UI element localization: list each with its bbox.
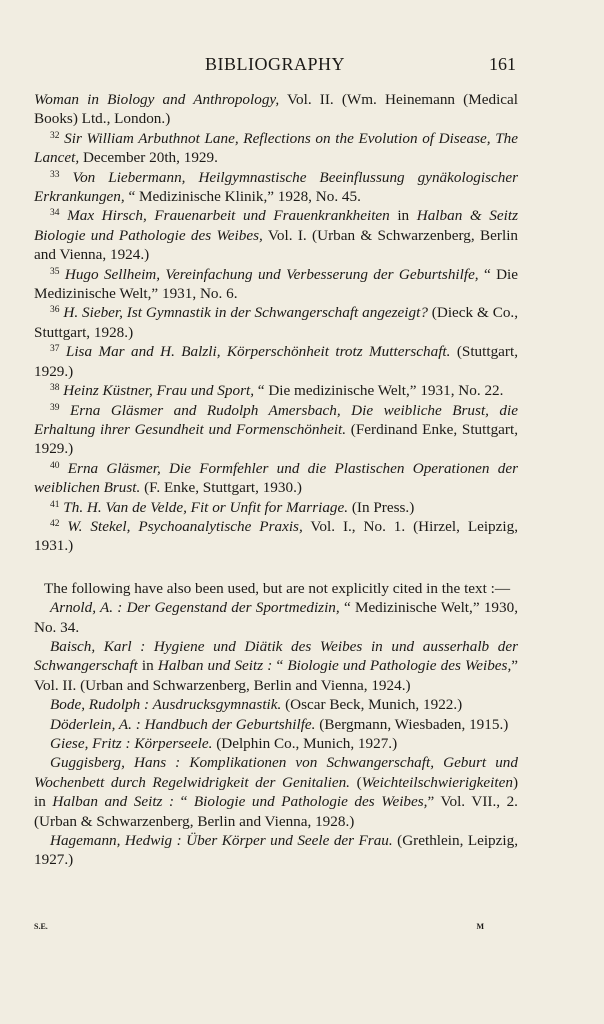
reference-number: 40 — [50, 460, 60, 471]
bibliography-entry — [34, 715, 518, 734]
entry-title-text: Lisa Mar and H. Balzli, Körperschönheit trotz Mutterschaft. — [65, 343, 451, 361]
entry-title-text: Baisch, Karl : Hygiene und Diätik des Weibes in und ausserhalb der Schwangerschaft — [34, 637, 518, 675]
reference-number: 34 — [50, 208, 60, 219]
page-header — [34, 54, 516, 82]
reference-number: 42 — [50, 518, 60, 529]
bibliography-entry — [34, 459, 518, 498]
entry-text: “ Die Medizinische Welt,” 1931, No. 6. — [34, 265, 518, 303]
entry-text: “ Medizinische Welt,” 1930, No. 34. — [34, 599, 518, 636]
entry-title-text: Erna Gläsmer and Rudolph Amersbach, Die weibliche Brust, die Erhaltung ihrer Gesundheit und Formenschönheit. — [34, 401, 518, 438]
entry-text: Vol. II. (Wm. Heinemann (Medical Books) Ltd., London.) — [34, 91, 518, 128]
entry-text: (Grethlein, Leipzig, 1927.) — [34, 832, 518, 869]
bibliography-entry — [34, 598, 518, 637]
entry-text: (Ferdinand Enke, Stuttgart, 1929.) — [34, 420, 518, 458]
bibliography-entry — [34, 342, 518, 381]
bibliography-entry — [34, 381, 518, 400]
entry-title-text: Halban & Seitz Biologie und Pathologie des Weibes, — [34, 207, 518, 244]
additional-sources-list — [34, 598, 518, 870]
page-number: 161 — [489, 54, 516, 74]
entry-title-text: Weichteilschwierigkeiten — [361, 773, 513, 791]
entry-text: (Delphin Co., Munich, 1927.) — [212, 735, 398, 752]
reference-number: 35 — [50, 266, 60, 277]
entry-title-text: Guggisberg, Hans : Komplikationen von Schwangerschaft, Geburt und Wochenbett durch Regelwidrigkeit der Genitalien. — [34, 754, 518, 791]
bibliography-entry — [34, 168, 518, 207]
section-gap — [34, 556, 518, 579]
gathering-mark: M — [476, 922, 484, 931]
bibliography-entry — [34, 753, 518, 831]
bibliography-entry — [34, 129, 518, 168]
bibliography-entry — [34, 90, 518, 129]
entry-text: “ Medizinische Klinik,” 1928, No. 45. — [124, 188, 361, 206]
reference-number: 36 — [50, 305, 60, 316]
entry-text: “ Die medizinische Welt,” 1931, No. 22. — [254, 382, 504, 400]
reference-number: 33 — [50, 169, 60, 180]
reference-number: 38 — [50, 383, 60, 394]
bibliography-entry — [34, 401, 518, 459]
entry-title-text: Hagemann, Hedwig : Über Körper und Seele der Frau. — [50, 832, 393, 850]
bibliography-entry — [34, 206, 518, 264]
entry-text: (F. Enke, Stuttgart, 1930.) — [140, 479, 302, 497]
bibliography-entry — [34, 303, 518, 342]
entry-text: in — [389, 207, 417, 225]
bibliography-entry — [34, 265, 518, 304]
entry-text: (In Press.) — [348, 498, 415, 516]
entry-title-text: Th. H. Van de Velde, Fit or Unfit for Marriage. — [63, 498, 349, 516]
entry-title-text: Max Hirsch, Frauenarbeit und Frauenkrankheiten — [67, 207, 390, 225]
entry-title-text: Erna Gläsmer, Die Formfehler und die Plastischen Operationen der weiblichen Brust. — [34, 459, 518, 497]
entry-title-text: Arnold, A. : Der Gegenstand der Sportmedizin, — [50, 599, 340, 617]
entry-title-text: Döderlein, A. : Handbuch der Geburtshilfe. — [50, 715, 316, 733]
entry-title-text: Von Liebermann, Heilgymnastische Beeinflussung gynäkologischer Erkrankungen, — [34, 168, 519, 206]
entry-text: (Dieck & Co., Stuttgart, 1928.) — [34, 304, 519, 341]
entry-text: ” Vol. II. (Urban and Schwarzenberg, Berlin and Vienna, 1924.) — [34, 657, 518, 694]
entry-title-text: Sir William Arbuthnot Lane, Reflections on the Evolution of Disease, The Lancet, — [34, 129, 519, 167]
bibliography-entry — [34, 637, 518, 695]
reference-number: 37 — [50, 344, 60, 355]
bibliography-entry — [34, 695, 518, 714]
entry-text: “ — [272, 657, 288, 675]
entry-text: “ — [174, 793, 194, 811]
entry-title-text: Heinz Küstner, Frau und Sport, — [63, 382, 254, 400]
bibliography-entry — [34, 517, 518, 556]
entry-title-text: Giese, Fritz : Körperseele. — [50, 735, 213, 752]
entry-text: (Stuttgart, 1929.) — [34, 343, 518, 380]
additional-sources-intro: The following have also been used, but are not explicitly cited in the text :— — [44, 579, 511, 597]
bibliography-entry — [34, 734, 518, 753]
entry-title-text: W. Stekel, Psychoanalytische Praxis, — [67, 517, 303, 535]
entry-title-text: Hugo Sellheim, Vereinfachung und Verbesserung der Geburtshilfe, — [64, 265, 479, 283]
signature-mark: S.E. — [34, 922, 48, 931]
entry-text: Vol. I. (Urban & Schwarzenberg, Berlin and Vienna, 1924.) — [34, 226, 519, 264]
page-footer — [34, 922, 484, 934]
entry-text: ( — [349, 773, 362, 791]
bibliography-text — [34, 90, 518, 870]
entry-title-text: Halban and Seitz : — [52, 793, 175, 811]
entry-title-text: Bode, Rudolph : Ausdrucksgymnastik. — [50, 696, 282, 714]
bibliography-entry — [34, 498, 518, 517]
entry-title-text: Biologie und Pathologie des Weibes, — [287, 657, 512, 675]
reference-number: 39 — [50, 402, 60, 413]
entry-text: Vol. I., No. 1. (Hirzel, Leipzig, 1931.) — [34, 517, 518, 555]
entry-title-text: H. Sieber, Ist Gymnastik in der Schwangerschaft angezeigt? — [63, 304, 428, 322]
entry-text: December 20th, 1929. — [79, 149, 218, 167]
entry-title-text: Biologie und Pathologie des Weibes, — [193, 793, 428, 811]
reference-list — [34, 90, 518, 556]
reference-number: 32 — [50, 130, 60, 141]
reference-number: 41 — [50, 499, 60, 510]
entry-text: ) in — [34, 773, 518, 811]
entry-title-text: Woman in Biology and Anthropology, — [34, 91, 280, 108]
entry-text: ” Vol. VII., 2. (Urban & Schwarzenberg, Berlin and Vienna, 1928.) — [34, 793, 518, 830]
entry-title-text: Halban und Seitz : — [157, 657, 273, 675]
running-title: BIBLIOGRAPHY — [204, 54, 345, 74]
bibliography-entry — [34, 831, 518, 870]
entry-text: in — [137, 657, 158, 675]
entry-text: (Bergmann, Wiesbaden, 1915.) — [315, 715, 509, 733]
entry-text: (Oscar Beck, Munich, 1922.) — [281, 696, 463, 714]
